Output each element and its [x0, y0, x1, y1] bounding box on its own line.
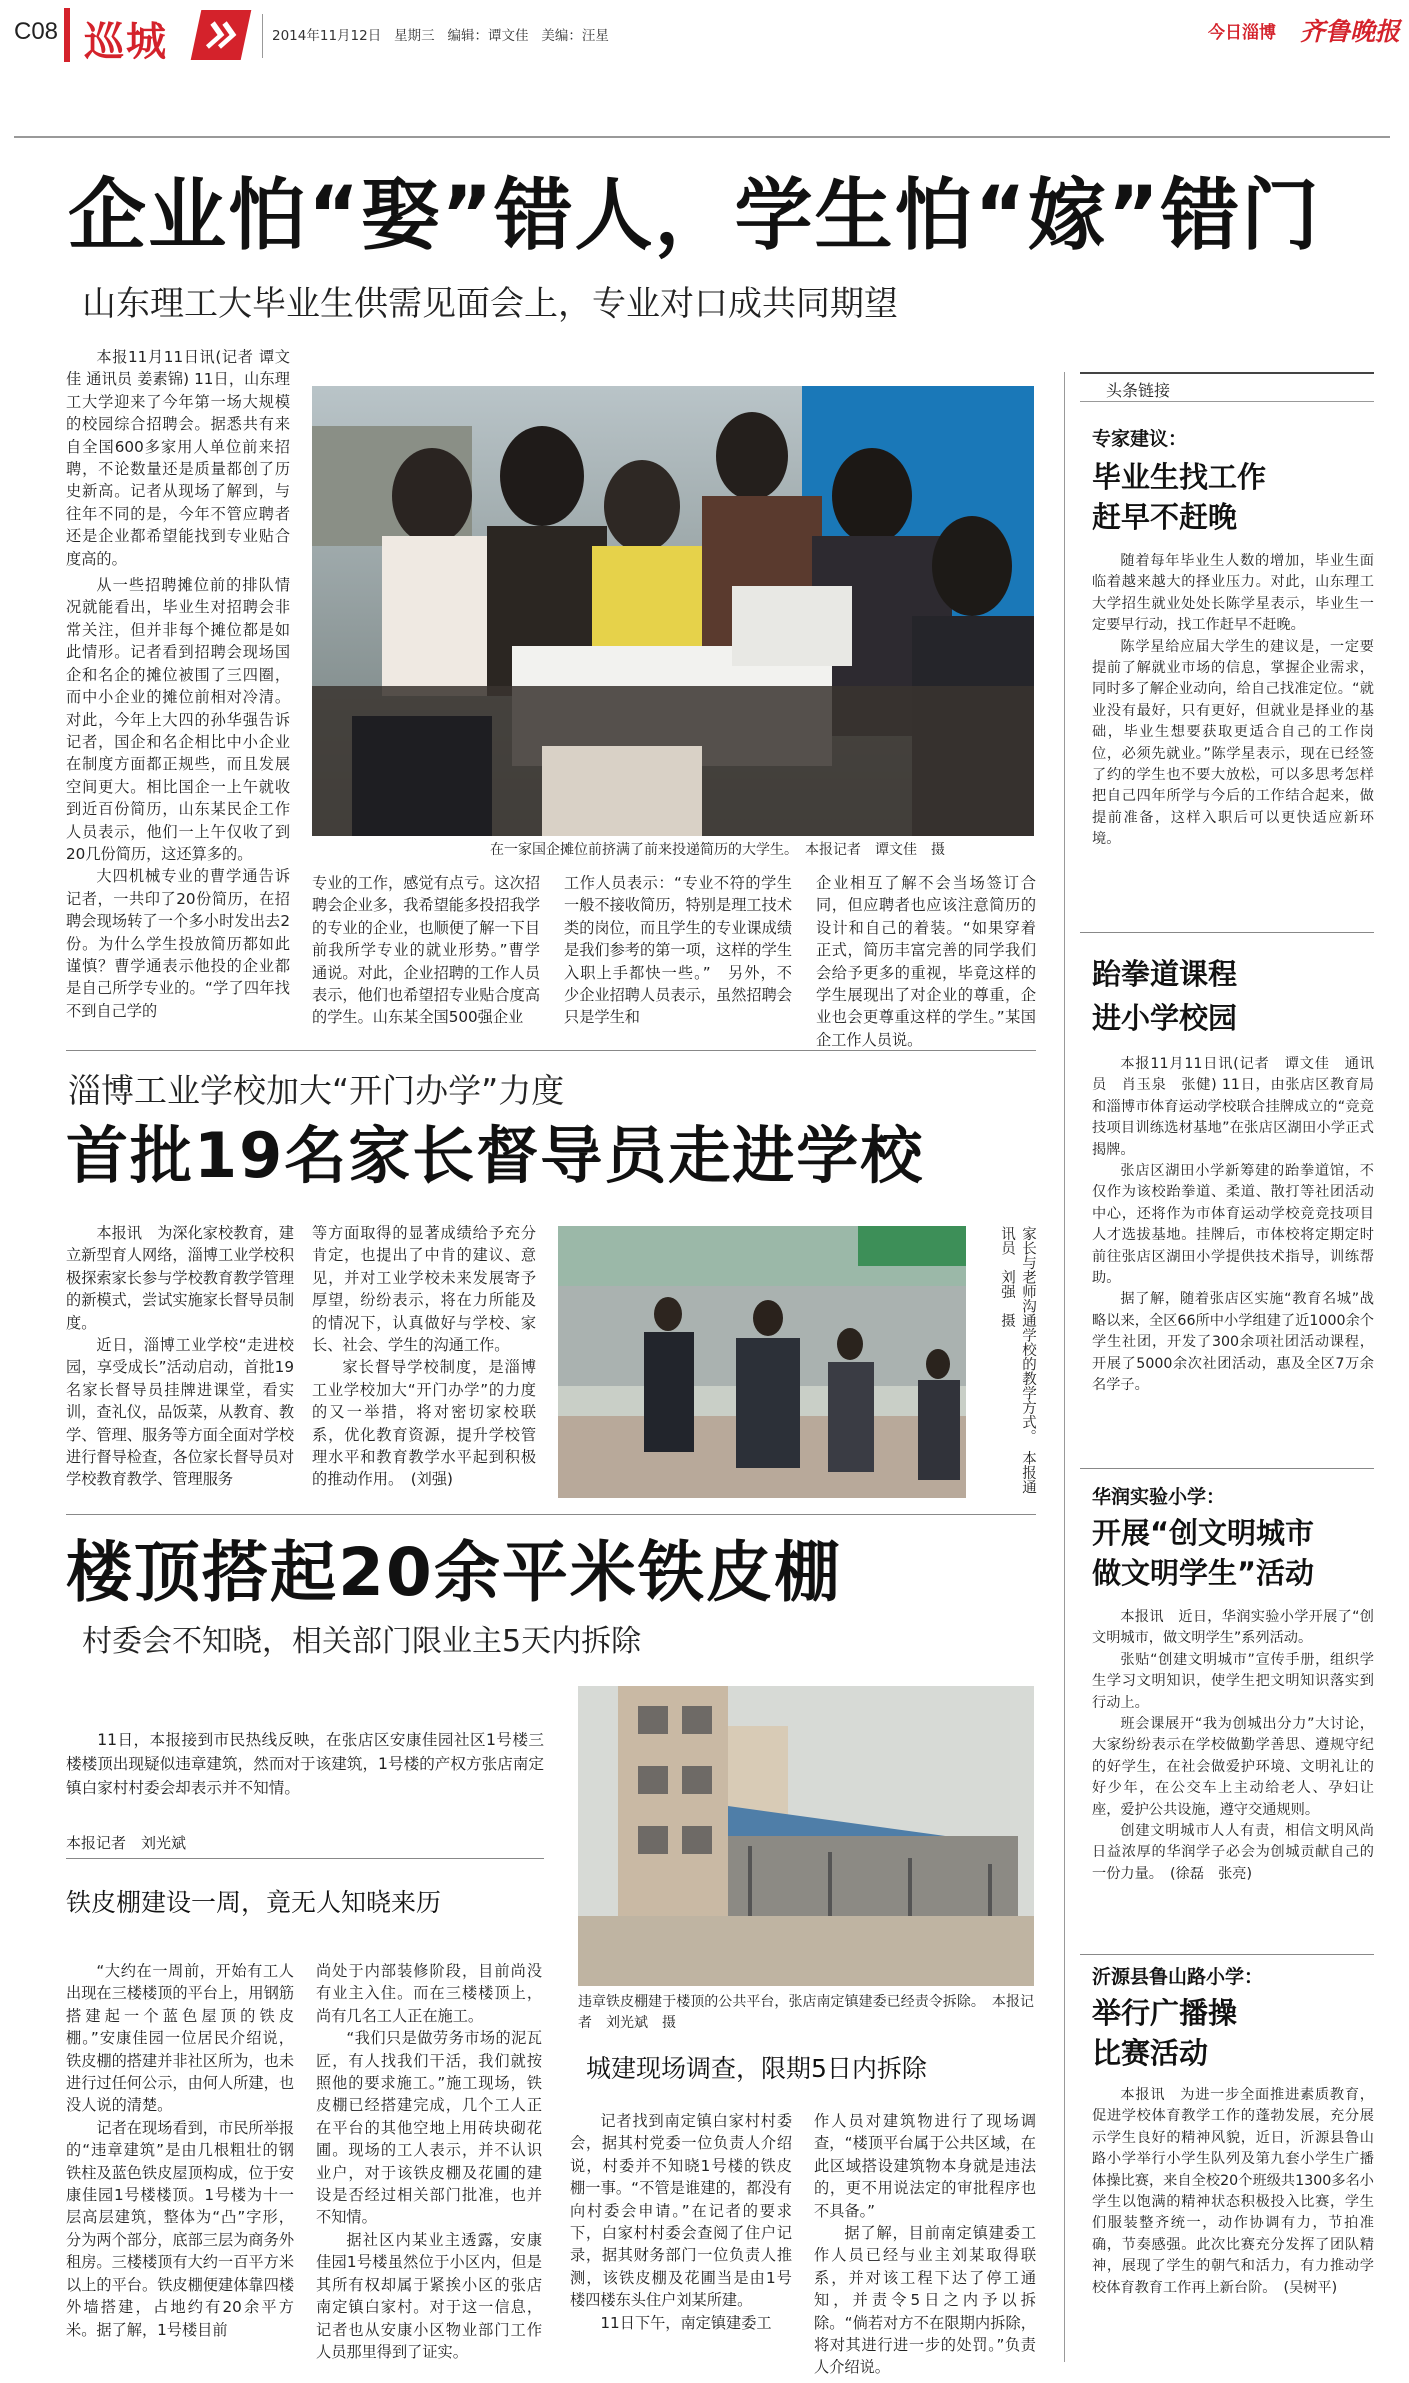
sidebar-kicker: 华润实验小学：	[1092, 1486, 1226, 1508]
sidebar-rule	[1080, 1468, 1374, 1469]
sidebar-story-3	[1092, 1482, 1374, 1885]
article1-col2	[312, 872, 540, 1029]
article3-para: “大约在一周前，开始有工人出现在三楼楼顶的平台上，用钢筋搭建起一个蓝色屋顶的铁皮棚。”安康佳园一位居民介绍说，铁皮棚的搭建并非社区所为，也未进行过任何公示，由何人所建，也没人说的清楚。	[66, 1962, 294, 2115]
article2-para: 等方面取得的显著成绩给予充分肯定，也提出了中肯的建议、意见，并对工业学校未来发展寄予厚望，纷纷表示，将在力所能及的情况下，认真做好与学校、家长、社会、学生的沟通工作。	[312, 1224, 536, 1355]
article2-headline: 首批19名家长督导员走进学校	[66, 1119, 925, 1192]
section-arrow-icon	[191, 10, 252, 60]
article3-para: 记者在现场看到，市民所举报的“违章建筑”是由几根粗壮的钢铁柱及蓝色铁皮屋顶构成，位于安康佳园1号楼楼顶。1号楼为十一层高层建筑，整体为“凸”字形，分为两个部分，底部三层为商务外租房。三楼楼顶有大约一百平方米以上的平台。铁皮棚便建体靠四楼外墙搭建，占地约有20余平方米。据了解，1号楼目前	[66, 2118, 294, 2339]
sidebar-para: 随着每年毕业生人数的增加，毕业生面临着越来越大的择业压力。对此，山东理工大学招生就业处处长陈学星表示，毕业生一定要早行动，找工作赶早不赶晚。	[1092, 553, 1374, 634]
article2-col1	[66, 1222, 294, 1491]
sidebar-story-1	[1092, 424, 1374, 851]
article2-para: 本报讯 为深化家校教育，建立新型育人网络，淄博工业学校积极探索家长参与学校教育教学管理的新模式，尝试实施家长督导员制度。	[66, 1224, 294, 1332]
sidebar-para: 本报讯 为进一步全面推进素质教育，促进学校体育教学工作的蓬勃发展，充分展示学生良好的精神风貌，近日，沂源县鲁山路小学举行小学生队列及第九套小学生广播体操比赛，来自全校20个班级共1300多名小学生以饱满的精神状态积极投入比赛，学生们服装整齐统一，动作协调有力，节拍准确，节奏感强。此次比赛充分发挥了团队精神，展现了学生的朝气和活力，有力推动学校体育教育工作再上新台阶。 (吴树平)	[1092, 2087, 1374, 2296]
article3-para: 尚处于内部装修阶段，目前尚没有业主入住。而在三楼楼顶上，尚有几名工人正在施工。	[316, 1962, 542, 2025]
article3-para: 11日下午，南定镇建委工	[600, 2313, 772, 2332]
article1-col3	[564, 872, 792, 1029]
article1-para: 工作人员表示：“专业不符的学生一般不接收简历，特别是理工技术类的岗位，而且学生的专业课成绩是我们参考的第一项，这样的学生入职上手都快一些。” 另外，不少企业招聘人员表示，虽然招聘会只是学生和	[564, 874, 792, 1027]
article3-para: 记者找到南定镇白家村村委会，据其村党委一位负责人介绍说，村委并不知晓1号楼的铁皮棚一事。“不管是谁建的，都没有向村委会申请。”在记者的要求下，白家村村委会查阅了住户记录，据其财务部门一位负责人推测，该铁皮棚及花圃当是由1号楼四楼东头住户刘某所建。	[570, 2112, 792, 2310]
sidebar-title: 毕业生找工作	[1092, 460, 1267, 494]
page-header	[0, 0, 1409, 70]
article3-lede-rule	[66, 1858, 544, 1859]
art-editor: 美编：汪星	[541, 28, 609, 44]
article2-col2	[312, 1222, 536, 1491]
header-rule	[14, 136, 1390, 138]
article1-para: 从一些招聘摊位前的排队情况就能看出，毕业生对招聘会非常关注，但并非每个摊位都是如此情形。记者看到招聘会现场国企和名企的摊位被围了三四圈，而中小企业的摊位前相对冷清。对此，今年上大四的孙华强告诉记者，国企和名企相比中小企业在制度方面都正规些，而且发展空间更大。相比国企一上午就收到近百份简历，山东某民企工作人员表示，他们一上午仅收了到20几份简历，这还算多的。	[66, 576, 290, 863]
article3-para: “我们只是做劳务市场的泥瓦匠，有人找我们干活，我们就按照他的要求施工。”施工现场，铁皮棚已经搭建完成，几个工人正在平台的其他空地上用砖块砌花圃。现场的工人表示，并不认识业户，对于该铁皮棚及花圃的建设是否经过相关部门批准，也并不知情。	[316, 2029, 542, 2227]
masthead-logo: 齐鲁晚报	[1300, 17, 1401, 46]
sidebar-story-4	[1092, 1962, 1374, 2299]
sidebar-body	[1092, 1607, 1374, 1885]
article3-lede: 11日，本报接到市民热线反映，在张店区安康佳园社区1号楼三楼楼顶出现疑似违章建筑，然而对于该建筑，1号楼的产权方张店南定镇白家村村委会却表示并不知情。	[66, 1731, 544, 1797]
section-name: 巡城	[84, 19, 168, 65]
article3-para: 据社区内某业主透露，安康佳园1号楼虽然位于小区内，但是其所有权却属于紧挨小区的张店南定镇白家村。对于这一信息，记者也从安康小区物业部门工作人员那里得到了证实。	[316, 2230, 542, 2361]
article3-col4	[814, 2110, 1036, 2379]
article1-para: 企业相互了解不会当场签订合同，但应聘者也应该注意简历的设计和自己的着装。“如果穿着正式，简历丰富完善的同学我们会给予更多的重视，毕竟这样的学生展现出了对企业的尊重，企业也会更尊重这样的学生。”某国企工作人员说。	[816, 874, 1036, 1049]
editor: 编辑：谭文佳	[447, 28, 529, 44]
article1-para: 大四机械专业的曹学通告诉记者，一共印了20份简历，在招聘会现场转了一个多小时发出去2份。为什么学生投放简历都如此谨慎？曹学通表示他投的企业都是自己所学专业的。“学了四年找不到自己学的	[66, 867, 290, 1020]
issue-info	[272, 24, 609, 44]
section-bar	[64, 8, 70, 62]
sidebar-para: 本报讯 近日，华润实验小学开展了“创文明城市，做文明学生”系列活动。	[1092, 1609, 1374, 1647]
sidebar-story-2	[1092, 954, 1374, 1397]
article3-col1	[66, 1960, 294, 2341]
edition-name: 今日淄博	[1208, 23, 1276, 43]
article3-headline: 楼顶搭起20余平米铁皮棚	[66, 1534, 842, 1611]
article3-para: 作人员对建筑物进行了现场调查，“楼顶平台属于公共区域，在此区域搭设建筑物本身就是违法的，更不用说法定的审批程序也不具备。”	[814, 2112, 1036, 2220]
sidebar-para: 本报11月11日讯(记者 谭文佳 通讯员 肖玉泉 张健) 11日，由张店区教育局和淄博市体育运动学校联合挂牌成立的“竞竞技项目训练选材基地”在张店区湖田小学正式揭牌。	[1092, 1056, 1374, 1158]
issue-date: 2014年11月12日	[272, 28, 382, 44]
article2-para: 近日，淄博工业学校“走进校园，享受成长”活动启动，首批19名家长督导员挂牌进课堂，看实训，查礼仪，品饭菜，从教育、教学、管理、服务等方面全面对学校进行督导检查，各位家长督导员对学校教育教学、管理服务	[66, 1336, 294, 1489]
sidebar-para: 据了解，随着张店区实施“教育名城”战略以来，全区66所中小学组建了近1000余个学生社团，开发了300余项社团活动课程，开展了5000余次社团活动，惠及全区7万余名学子。	[1092, 1291, 1374, 1394]
article3-photo-caption: 违章铁皮棚建于楼顶的公共平台，张店南定镇建委已经责令拆除。 本报记者 刘光斌 摄	[578, 1994, 1034, 2031]
header-divider	[262, 14, 263, 58]
sidebar-title: 跆拳道课程	[1092, 957, 1238, 991]
article1-photo-caption: 在一家国企摊位前挤满了前来投递简历的大学生。 本报记者 谭文佳 摄	[490, 842, 945, 858]
article1-bottom-rule	[66, 1050, 1036, 1051]
sidebar-title: 做文明学生”活动	[1092, 1556, 1315, 1590]
sidebar-para: 创建文明城市人人有责，相信文明风尚日益浓厚的华润学子必会为创城贡献自己的一份力量。 (徐磊 张亮)	[1092, 1823, 1374, 1882]
article3-subhead-2: 城建现场调查，限期5日内拆除	[586, 2054, 927, 2083]
article1-headline: 企业怕“娶”错人，学生怕“嫁”错门	[68, 171, 1322, 261]
sidebar-body	[1092, 2085, 1374, 2299]
sidebar-para: 张店区湖田小学新筹建的跆拳道馆，不仅作为该校跆拳道、柔道、散打等社团活动中心，还将作为市体育运动学校竞竞技项目人才选拔基地。挂牌后，市体校将定期定时前往张店区湖田小学提供技术指导，训练帮助。	[1092, 1163, 1374, 1287]
sidebar-title: 赶早不赶晚	[1092, 500, 1238, 534]
sidebar-label-box	[1080, 372, 1374, 402]
sidebar-rule	[1080, 932, 1374, 933]
article1-para: 专业的工作，感觉有点亏。这次招聘会企业多，我希望能多投招我学的专业的企业，也顺便了解一下目前我所学专业的就业形势。”曹学通说。对此，企业招聘的工作人员表示，他们也希望招专业贴合度高的学生。山东某全国500强企业	[312, 874, 540, 1027]
sidebar-para: 陈学星给应届大学生的建议是，一定要提前了解就业市场的信息，掌握企业需求，同时多了解企业动向，给自己找准定位。“就业没有最好，只有更好，但就业是择业的基础，毕业生想要获取更适合自己的工作岗位，必须先就业。”陈学星表示，现在已经签了约的学生也不要大放松，可以多思考怎样把自己四年所学与今后的工作结合起来，做提前准备，这样入职后可以更快适应新环境。	[1092, 638, 1374, 848]
sidebar-kicker: 专家建议：	[1092, 428, 1188, 450]
sidebar-body	[1092, 1054, 1374, 1397]
article3-photo	[578, 1686, 1034, 1986]
article1-para: 本报11月11日讯(记者 谭文佳 通讯员 姜素锦) 11日，山东理工大学迎来了今年第一场大规模的校园综合招聘会。据悉共有来自全国600多家用人单位前来招聘，不论数量还是质量都创了历史新高。记者从现场了解到，与往年不同的是，今年不管应聘者还是企业都希望能找到专业贴合度高的。	[66, 348, 290, 568]
article1-col1	[66, 346, 290, 1022]
sidebar-title: 进小学校园	[1092, 1001, 1238, 1035]
page-number: C08	[14, 18, 59, 45]
article1-photo	[312, 386, 1034, 836]
sidebar-title: 举行广播操	[1092, 1996, 1238, 2030]
article3-byline: 本报记者 刘光斌	[66, 1834, 187, 1852]
sidebar-para: 张贴“创建文明城市”宣传手册，组织学生学习文明知识，使学生把文明知识落实到行动上。	[1092, 1651, 1374, 1711]
sidebar-title: 开展“创文明城市	[1092, 1516, 1315, 1550]
article3-col2	[316, 1960, 542, 2363]
sidebar-para: 班会课展开“我为创城出分力”大讨论，大家纷纷表示在学校做勤学善思、遵规守纪的好学生，在社会做爱护环境、文明礼让的好少年，在公交车上主动给老人、孕妇让座，爱护公共设施，遵守交通规则。	[1092, 1716, 1374, 1818]
article2-para: 家长督导学校制度，是淄博工业学校加大“开门办学”的力度的又一举措，将对密切家校联系，优化教育资源，提升学校管理水平和教育教学水平起到积极的推动作用。 (刘强)	[312, 1358, 536, 1489]
sidebar-body	[1092, 551, 1374, 851]
article1-subheadline: 山东理工大毕业生供需见面会上，专业对口成共同期望	[82, 284, 898, 324]
article3-col3	[570, 2110, 792, 2334]
article3-subhead-1: 铁皮棚建设一周，竟无人知晓来历	[66, 1888, 442, 1917]
issue-weekday: 星期三	[394, 28, 435, 44]
article1-col4	[816, 872, 1036, 1051]
article2-kicker: 淄博工业学校加大“开门办学”力度	[68, 1071, 565, 1110]
sidebar-label: 头条链接	[1106, 381, 1171, 400]
article3-subheadline: 村委会不知晓，相关部门限业主5天内拆除	[82, 1624, 642, 1659]
article3-para: 据了解，目前南定镇建委工作人员已经与业主刘某取得联系，并对该工程下达了停工通知，并责令5日之内予以拆除。“倘若对方不在限期内拆除，将对其进行进一步的处罚。”负责人介绍说。	[814, 2224, 1036, 2377]
article2-photo	[558, 1226, 966, 1498]
sidebar-divider	[1064, 372, 1065, 2362]
sidebar-kicker: 沂源县鲁山路小学：	[1092, 1966, 1264, 1988]
article2-photo-caption: 家长与老师沟通学校的教学方式。 本报通讯员 刘强 摄	[999, 1226, 1036, 1495]
article2-bottom-rule	[66, 1514, 1036, 1515]
sidebar-title: 比赛活动	[1092, 2036, 1209, 2070]
sidebar-rule	[1080, 1954, 1374, 1955]
